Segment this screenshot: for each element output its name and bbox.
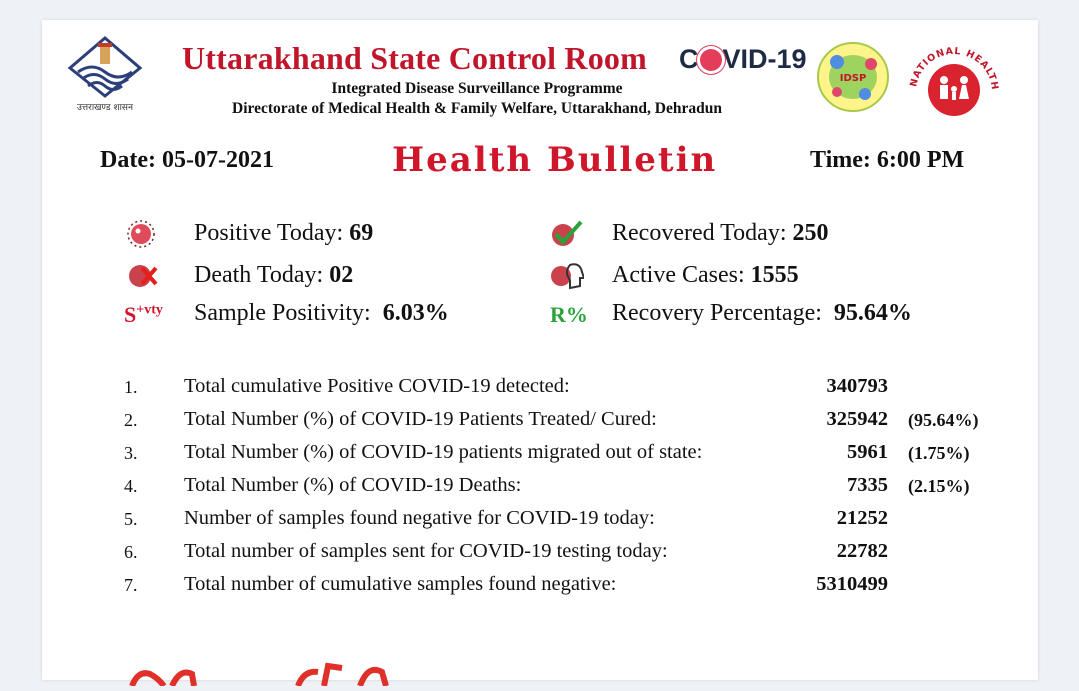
row-value: 340793 <box>826 375 888 397</box>
idsp-logo <box>815 40 891 114</box>
nhm-logo <box>904 34 1004 134</box>
bulletin-page <box>42 20 1038 680</box>
row-label: Total Number (%) of COVID-19 Deaths: <box>184 474 522 496</box>
virus-magnify-icon <box>124 218 160 250</box>
death-today <box>194 262 353 289</box>
covid19-wordmark <box>679 44 807 75</box>
date-value: 05-07-2021 <box>161 147 274 173</box>
row-label: Total number of samples sent for COVID-19 testing today: <box>184 540 668 562</box>
virus-check-icon <box>548 218 584 250</box>
date-label: Date: <box>100 147 156 173</box>
cutoff-heading-fragment <box>128 656 448 686</box>
recovery-percentage-icon: R% <box>550 302 588 327</box>
health-bulletin-heading: Health Bulletin <box>392 140 718 180</box>
row-percentage: (1.75%) <box>908 443 970 463</box>
virus-head-icon <box>548 260 584 292</box>
row-percentage: (2.15%) <box>908 476 970 496</box>
row-label: Total cumulative Positive COVID-19 detected: <box>184 375 570 397</box>
active-cases <box>612 262 799 289</box>
bulletin-date <box>100 147 274 174</box>
nhm-arc-text: NATIONAL HEALTH <box>908 45 1001 92</box>
covid-prefix: C <box>679 44 699 74</box>
virus-o-icon <box>700 49 722 71</box>
death-value: 02 <box>329 262 354 288</box>
recovery-percentage <box>612 300 912 327</box>
positive-today <box>194 220 373 247</box>
sample-positivity <box>194 300 449 327</box>
row-value: 22782 <box>836 540 888 562</box>
positive-label: Positive Today: <box>194 220 344 246</box>
sample-positivity-icon <box>124 302 163 328</box>
row-value: 5961 <box>847 441 888 463</box>
state-logo-caption: उत्तराखण्ड शासन <box>76 103 133 113</box>
positivity-label: Sample Positivity: <box>194 300 371 326</box>
row-value: 5310499 <box>816 573 888 595</box>
page-title: Uttarakhand State Control Room <box>182 40 647 76</box>
row-label: Total Number (%) of COVID-19 patients migrated out of state: <box>184 441 703 463</box>
positive-value: 69 <box>349 220 374 246</box>
covid-suffix: VID-19 <box>722 44 807 74</box>
recovered-label: Recovered Today: <box>612 220 787 246</box>
row-label: Total number of cumulative samples found negative: <box>184 573 617 595</box>
death-label: Death Today: <box>194 262 324 288</box>
row-number: 4. <box>124 476 138 496</box>
row-value: 21252 <box>836 507 888 529</box>
row-number: 5. <box>124 509 138 529</box>
positivity-icon-main: S <box>124 302 137 327</box>
time-value: 6:00 PM <box>876 147 965 173</box>
virus-cross-icon <box>124 260 160 292</box>
recovery-value: 95.64% <box>833 300 912 326</box>
recovery-label: Recovery Percentage: <box>612 300 822 326</box>
row-number: 3. <box>124 443 138 463</box>
row-number: 6. <box>124 542 138 562</box>
recovered-today <box>612 220 828 247</box>
row-value: 325942 <box>826 408 888 430</box>
time-label: Time: <box>810 147 871 173</box>
row-number: 2. <box>124 410 138 430</box>
bulletin-time <box>810 147 964 174</box>
row-percentage: (95.64%) <box>908 410 979 430</box>
active-value: 1555 <box>750 262 799 288</box>
subtitle-programme: Integrated Disease Surveillance Programme <box>331 80 623 97</box>
recovered-value: 250 <box>792 220 829 246</box>
row-label: Total Number (%) of COVID-19 Patients Treated/ Cured: <box>184 408 657 430</box>
uttarakhand-emblem-logo <box>64 32 146 116</box>
positivity-icon-sup: +vty <box>136 302 163 318</box>
positivity-value: 6.03% <box>382 300 449 326</box>
idsp-text: IDSP <box>839 73 867 84</box>
row-number: 7. <box>124 575 138 595</box>
row-value: 7335 <box>847 474 888 496</box>
row-label: Number of samples found negative for COVID-19 today: <box>184 507 655 529</box>
row-number: 1. <box>124 377 138 397</box>
subtitle-directorate: Directorate of Medical Health & Family Welfare, Uttarakhand, Dehradun <box>232 100 722 117</box>
active-label: Active Cases: <box>612 262 745 288</box>
